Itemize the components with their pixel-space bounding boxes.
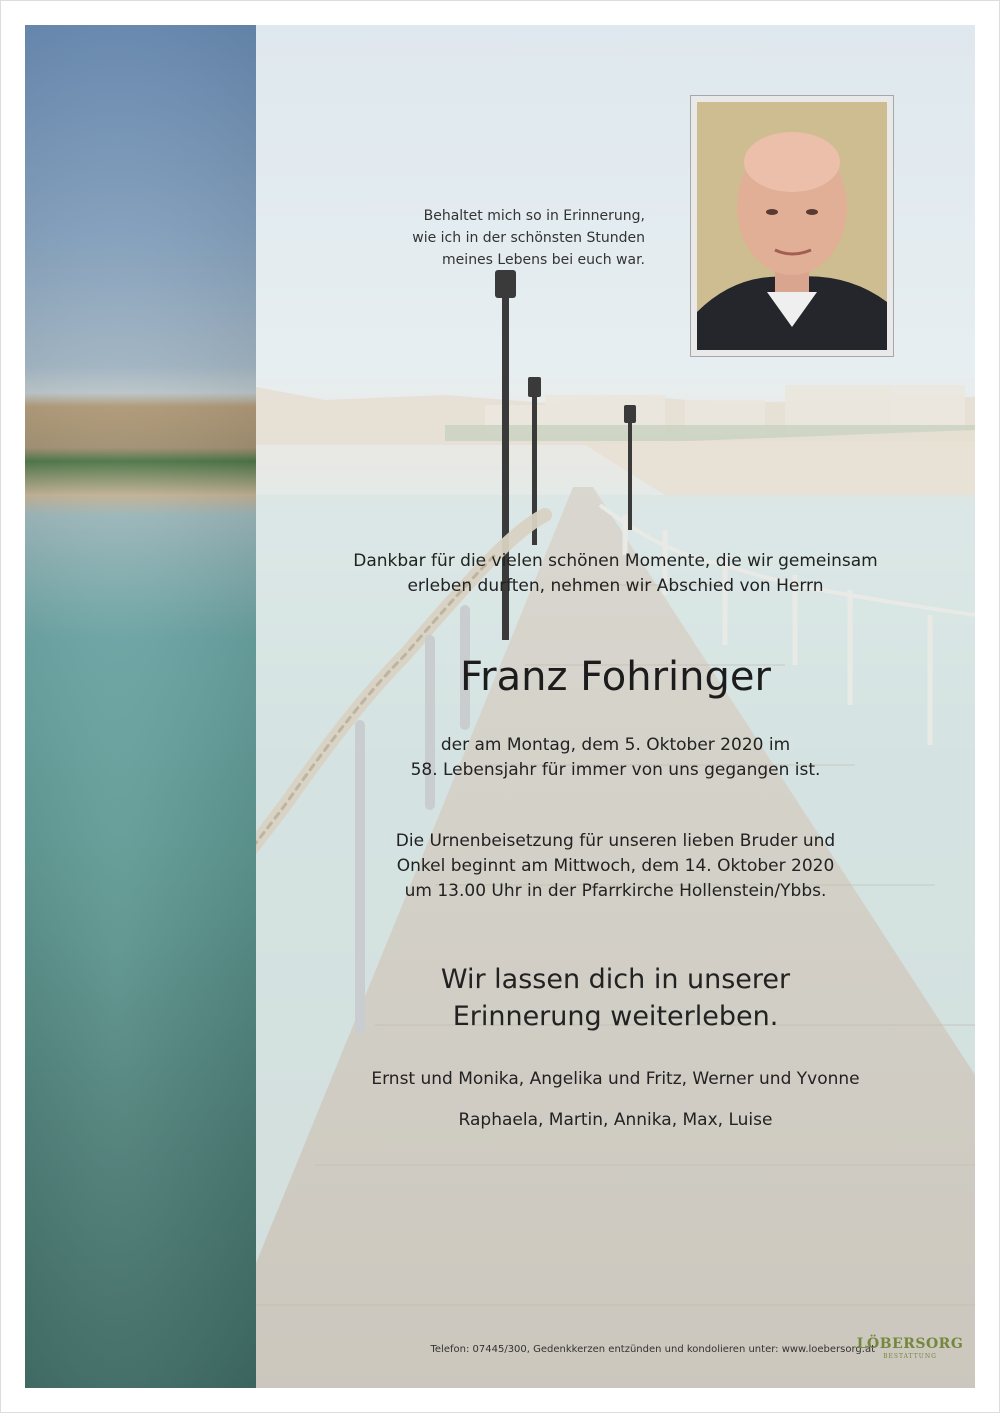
left-photo-strip-shade (25, 25, 256, 1388)
ceremony-line: Die Urnenbeisetzung für unseren lieben Bruder und (395, 831, 836, 851)
intro-line: Dankbar für die vielen schönen Momente, die wir gemeinsam (353, 551, 878, 571)
notice-frame (25, 25, 975, 1388)
motto-line: Wir lassen dich in unserer (440, 964, 791, 995)
ceremony-line: um 13.00 Uhr in der Pfarrkirche Hollenstein/Ybbs. (404, 881, 827, 901)
memorial-motto (256, 961, 975, 1035)
death-line: 58. Lebensjahr für immer von uns gegangen ist. (410, 760, 821, 780)
portrait-photo (690, 95, 894, 357)
logo-name: LÖBERSORG (856, 1336, 964, 1352)
mourners-line-2: Raphaela, Martin, Annika, Max, Luise (458, 1110, 773, 1130)
ceremony-info (256, 829, 975, 904)
quote-line: Behaltet mich so in Erinnerung, (423, 208, 645, 224)
death-line: der am Montag, dem 5. Oktober 2020 im (440, 735, 791, 755)
mourners-line-1: Ernst und Monika, Angelika und Fritz, Werner und Yvonne (371, 1069, 860, 1089)
deceased-name: Franz Fohringer (460, 654, 771, 700)
death-info (256, 733, 975, 783)
ceremony-line: Onkel beginnt am Mittwoch, dem 14. Oktober 2020 (396, 856, 835, 876)
footer-contact: Telefon: 07445/300, Gedenkkerzen entzünden und kondolieren unter: www.loebersorg.at (430, 1344, 875, 1355)
portrait-image (697, 102, 887, 350)
intro-line: erleben durften, nehmen wir Abschied von Herrn (407, 576, 824, 596)
quote-line: meines Lebens bei euch war. (442, 252, 645, 268)
quote-line: wie ich in der schönsten Stunden (412, 230, 645, 246)
memorial-quote (325, 205, 645, 271)
motto-line: Erinnerung weiterleben. (452, 1001, 779, 1032)
farewell-intro (256, 549, 975, 599)
logo-subtitle: BESTATTUNG (883, 1353, 937, 1360)
funeral-home-logo (855, 1336, 965, 1360)
